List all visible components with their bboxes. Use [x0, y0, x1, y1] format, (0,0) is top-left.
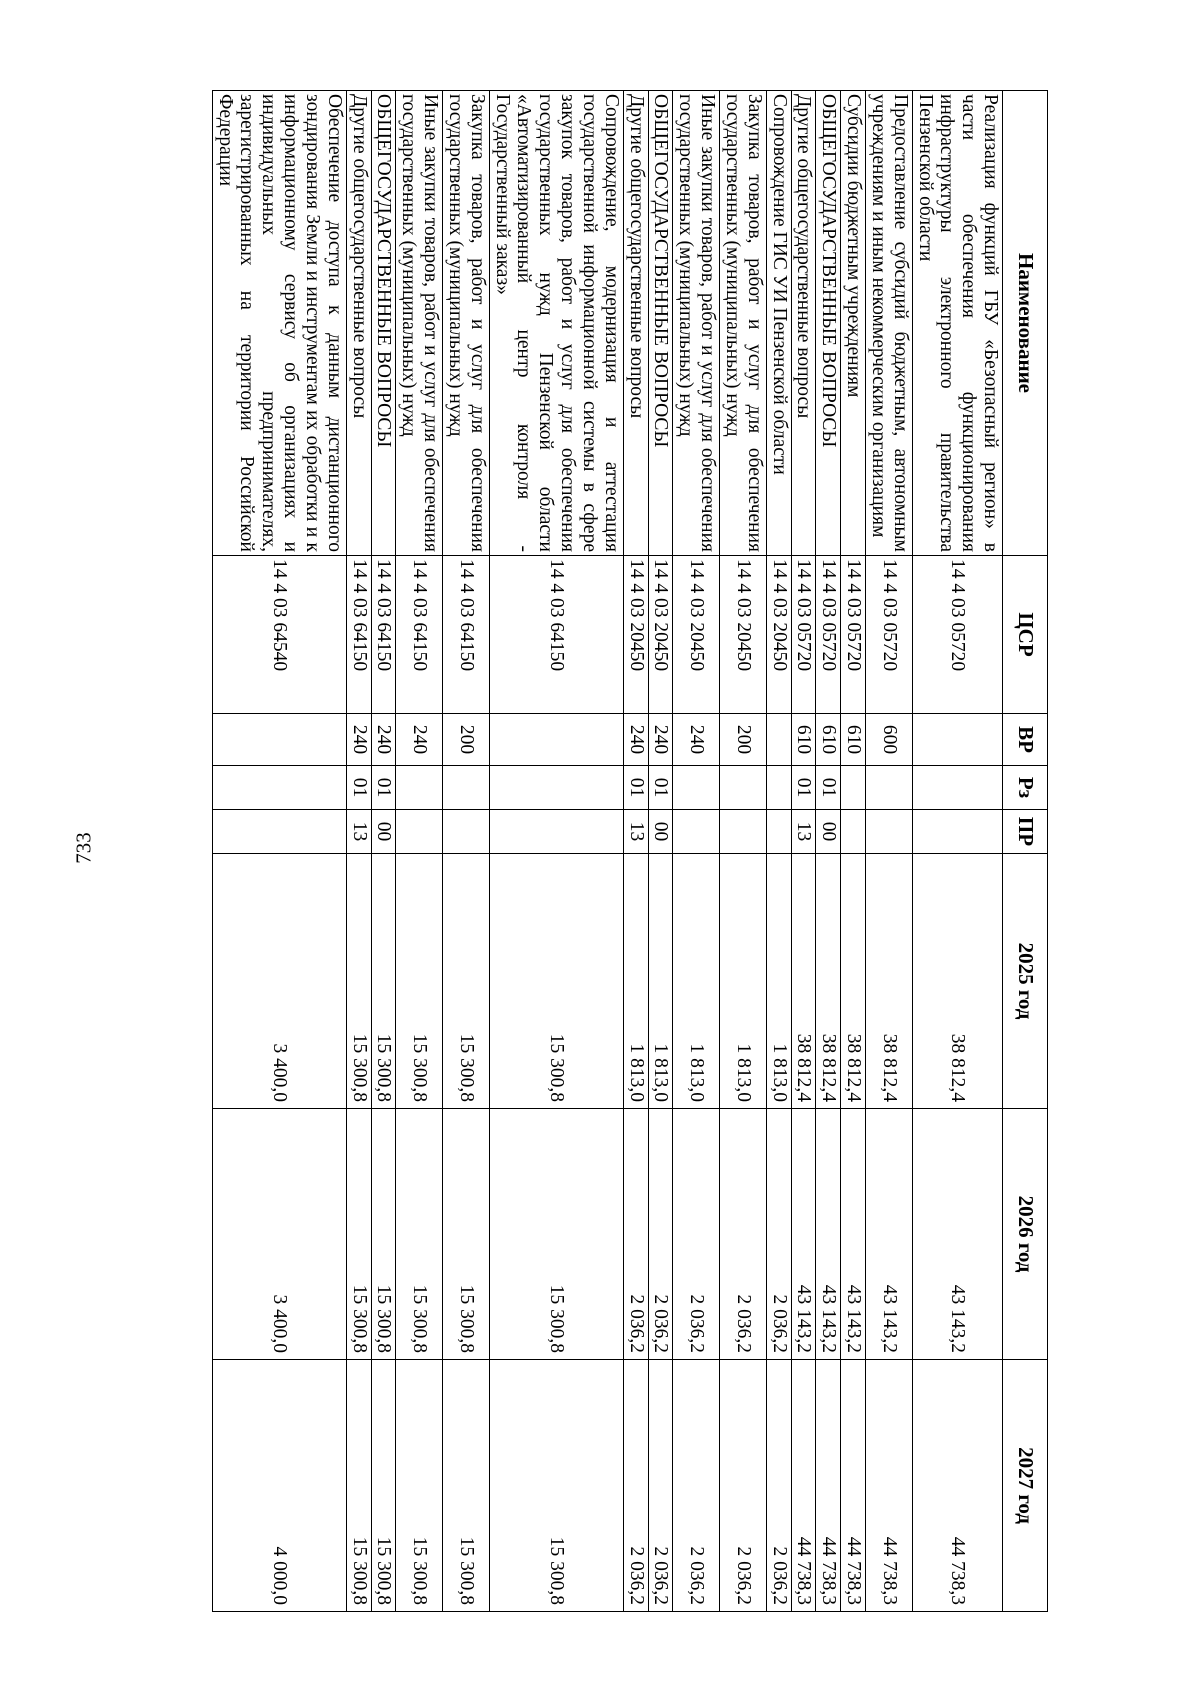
budget-table-container [130, 90, 1048, 1611]
header-2025: 2025 год [1003, 854, 1048, 1109]
cell-2027: 2 036,2 [720, 1360, 767, 1612]
cell-2026: 2 036,2 [648, 1109, 673, 1360]
cell-rz: 01 [791, 766, 816, 810]
table-body [212, 91, 1002, 1612]
cell-2025: 38 812,4 [841, 854, 866, 1109]
cell-2025: 15 300,8 [371, 854, 396, 1109]
cell-2026: 2 036,2 [720, 1109, 767, 1360]
cell-name: Обеспечение доступа к данным дистанционного зондирования Земли и инструментам их обработки и к информационному сервису об организациях и индивидуальных предпринимателях, зарегистрированных на территории Российской Федерации [212, 91, 346, 556]
cell-csr: 14 4 03 20450 [673, 556, 720, 714]
cell-rz: 01 [648, 766, 673, 810]
cell-name: Другие общегосударственные вопросы [623, 91, 648, 556]
cell-rz [766, 766, 791, 810]
cell-2025: 3 400,0 [212, 854, 346, 1109]
cell-vr: 600 [866, 714, 913, 766]
cell-pr [720, 810, 767, 854]
cell-2025: 15 300,8 [396, 854, 443, 1109]
cell-pr [866, 810, 913, 854]
cell-csr: 14 4 03 64150 [396, 556, 443, 714]
cell-vr: 200 [443, 714, 490, 766]
cell-name: Субсидии бюджетным учреждениям [841, 91, 866, 556]
cell-2027: 15 300,8 [443, 1360, 490, 1612]
cell-csr: 14 4 03 05720 [816, 556, 841, 714]
cell-2025: 1 813,0 [623, 854, 648, 1109]
cell-2026: 15 300,8 [489, 1109, 623, 1360]
cell-2025: 1 813,0 [720, 854, 767, 1109]
cell-rz: 01 [371, 766, 396, 810]
cell-2025: 1 813,0 [766, 854, 791, 1109]
cell-pr [912, 810, 1002, 854]
cell-rz [866, 766, 913, 810]
cell-csr: 14 4 03 64540 [212, 556, 346, 714]
cell-csr: 14 4 03 05720 [841, 556, 866, 714]
cell-csr: 14 4 03 64150 [443, 556, 490, 714]
page-number: 733 [71, 832, 96, 864]
cell-name: Иные закупки товаров, работ и услуг для обеспечения государственных (муниципальных) нужд [673, 91, 720, 556]
cell-csr: 14 4 03 20450 [648, 556, 673, 714]
cell-2026: 3 400,0 [212, 1109, 346, 1360]
cell-vr [212, 714, 346, 766]
table-row [396, 91, 443, 1612]
cell-name: Иные закупки товаров, работ и услуг для обеспечения государственных (муниципальных) нужд [396, 91, 443, 556]
header-2027: 2027 год [1003, 1360, 1048, 1612]
cell-vr: 240 [648, 714, 673, 766]
cell-2027: 15 300,8 [346, 1360, 371, 1612]
cell-vr: 610 [816, 714, 841, 766]
cell-vr: 240 [396, 714, 443, 766]
cell-2027: 44 738,3 [791, 1360, 816, 1612]
header-name: Наименование [1003, 91, 1048, 556]
cell-2027: 44 738,3 [816, 1360, 841, 1612]
cell-2026: 43 143,2 [912, 1109, 1002, 1360]
cell-pr [841, 810, 866, 854]
cell-pr [396, 810, 443, 854]
cell-csr: 14 4 03 05720 [912, 556, 1002, 714]
cell-vr: 240 [673, 714, 720, 766]
cell-2026: 43 143,2 [791, 1109, 816, 1360]
cell-name: Закупка товаров, работ и услуг для обеспечения государственных (муниципальных) нужд [720, 91, 767, 556]
header-pr: ПР [1003, 810, 1048, 854]
cell-2026: 2 036,2 [673, 1109, 720, 1360]
table-row [673, 91, 720, 1612]
cell-2026: 2 036,2 [766, 1109, 791, 1360]
table-row [866, 91, 913, 1612]
cell-pr: 00 [371, 810, 396, 854]
cell-2025: 38 812,4 [866, 854, 913, 1109]
table-row [816, 91, 841, 1612]
table-row [720, 91, 767, 1612]
cell-2026: 2 036,2 [623, 1109, 648, 1360]
cell-name: Другие общегосударственные вопросы [791, 91, 816, 556]
cell-csr: 14 4 03 05720 [866, 556, 913, 714]
table-row [648, 91, 673, 1612]
cell-2027: 15 300,8 [396, 1360, 443, 1612]
cell-csr: 14 4 03 64150 [371, 556, 396, 714]
cell-vr: 610 [841, 714, 866, 766]
table-row [371, 91, 396, 1612]
cell-vr: 200 [720, 714, 767, 766]
cell-vr: 240 [346, 714, 371, 766]
cell-2026: 43 143,2 [816, 1109, 841, 1360]
cell-2027: 2 036,2 [648, 1360, 673, 1612]
cell-2025: 38 812,4 [912, 854, 1002, 1109]
table-row [791, 91, 816, 1612]
cell-name: Предоставление субсидий бюджетным, автономным учреждениям и иным некоммерческим организациям [866, 91, 913, 556]
header-vr: ВР [1003, 714, 1048, 766]
cell-pr [766, 810, 791, 854]
cell-rz [396, 766, 443, 810]
cell-pr [443, 810, 490, 854]
cell-name: ОБЩЕГОСУДАРСТВЕННЫЕ ВОПРОСЫ [371, 91, 396, 556]
cell-rz [841, 766, 866, 810]
table-row [766, 91, 791, 1612]
cell-vr [489, 714, 623, 766]
cell-name: Закупка товаров, работ и услуг для обеспечения государственных (муниципальных) нужд [443, 91, 490, 556]
cell-2025: 38 812,4 [791, 854, 816, 1109]
cell-rz [212, 766, 346, 810]
cell-2026: 15 300,8 [443, 1109, 490, 1360]
cell-name: Другие общегосударственные вопросы [346, 91, 371, 556]
cell-rz: 01 [623, 766, 648, 810]
cell-csr: 14 4 03 20450 [623, 556, 648, 714]
cell-2026: 15 300,8 [346, 1109, 371, 1360]
cell-2027: 44 738,3 [866, 1360, 913, 1612]
cell-rz [912, 766, 1002, 810]
cell-2026: 43 143,2 [841, 1109, 866, 1360]
cell-pr: 13 [623, 810, 648, 854]
table-header-row [1003, 91, 1048, 1612]
cell-2025: 1 813,0 [673, 854, 720, 1109]
cell-2026: 15 300,8 [371, 1109, 396, 1360]
header-rz: Рз [1003, 766, 1048, 810]
cell-2027: 15 300,8 [489, 1360, 623, 1612]
cell-2025: 15 300,8 [346, 854, 371, 1109]
cell-pr [673, 810, 720, 854]
cell-2025: 38 812,4 [816, 854, 841, 1109]
cell-2025: 15 300,8 [489, 854, 623, 1109]
cell-2027: 2 036,2 [766, 1360, 791, 1612]
table-row [212, 91, 346, 1612]
cell-csr: 14 4 03 20450 [766, 556, 791, 714]
table-row [346, 91, 371, 1612]
header-2026: 2026 год [1003, 1109, 1048, 1360]
cell-rz [489, 766, 623, 810]
budget-table [212, 90, 1048, 1612]
cell-2026: 43 143,2 [866, 1109, 913, 1360]
cell-pr: 00 [648, 810, 673, 854]
cell-pr [212, 810, 346, 854]
cell-vr [912, 714, 1002, 766]
cell-rz [673, 766, 720, 810]
cell-2025: 15 300,8 [443, 854, 490, 1109]
table-row [489, 91, 623, 1612]
cell-vr: 240 [371, 714, 396, 766]
cell-2027: 44 738,3 [841, 1360, 866, 1612]
cell-vr: 240 [623, 714, 648, 766]
cell-rz: 01 [816, 766, 841, 810]
cell-2027: 2 036,2 [623, 1360, 648, 1612]
cell-name: ОБЩЕГОСУДАРСТВЕННЫЕ ВОПРОСЫ [816, 91, 841, 556]
table-row [623, 91, 648, 1612]
cell-pr [489, 810, 623, 854]
cell-csr: 14 4 03 64150 [346, 556, 371, 714]
header-csr: ЦСР [1003, 556, 1048, 714]
cell-csr: 14 4 03 05720 [791, 556, 816, 714]
cell-rz: 01 [346, 766, 371, 810]
cell-csr: 14 4 03 64150 [489, 556, 623, 714]
table-row [841, 91, 866, 1612]
cell-2025: 1 813,0 [648, 854, 673, 1109]
table-row [912, 91, 1002, 1612]
cell-2027: 44 738,3 [912, 1360, 1002, 1612]
cell-name: Сопровождение, модернизация и аттестация государственной информационной системы в сфере закупок товаров, работ и услуг для обеспечения государственных нужд Пензенской области «Автоматизированный центр контроля - Государственный заказ» [489, 91, 623, 556]
cell-vr [766, 714, 791, 766]
cell-vr: 610 [791, 714, 816, 766]
cell-rz [443, 766, 490, 810]
cell-name: Сопровождение ГИС УИ Пензенской области [766, 91, 791, 556]
cell-pr: 13 [791, 810, 816, 854]
cell-csr: 14 4 03 20450 [720, 556, 767, 714]
cell-2027: 15 300,8 [371, 1360, 396, 1612]
cell-pr: 00 [816, 810, 841, 854]
cell-name: ОБЩЕГОСУДАРСТВЕННЫЕ ВОПРОСЫ [648, 91, 673, 556]
cell-rz [720, 766, 767, 810]
cell-2026: 15 300,8 [396, 1109, 443, 1360]
cell-name: Реализация функций ГБУ «Безопасный регион» в части обеспечения функционирования инфраструктуры электронного правительства Пензенской области [912, 91, 1002, 556]
cell-2027: 4 000,0 [212, 1360, 346, 1612]
cell-pr: 13 [346, 810, 371, 854]
cell-2027: 2 036,2 [673, 1360, 720, 1612]
table-row [443, 91, 490, 1612]
